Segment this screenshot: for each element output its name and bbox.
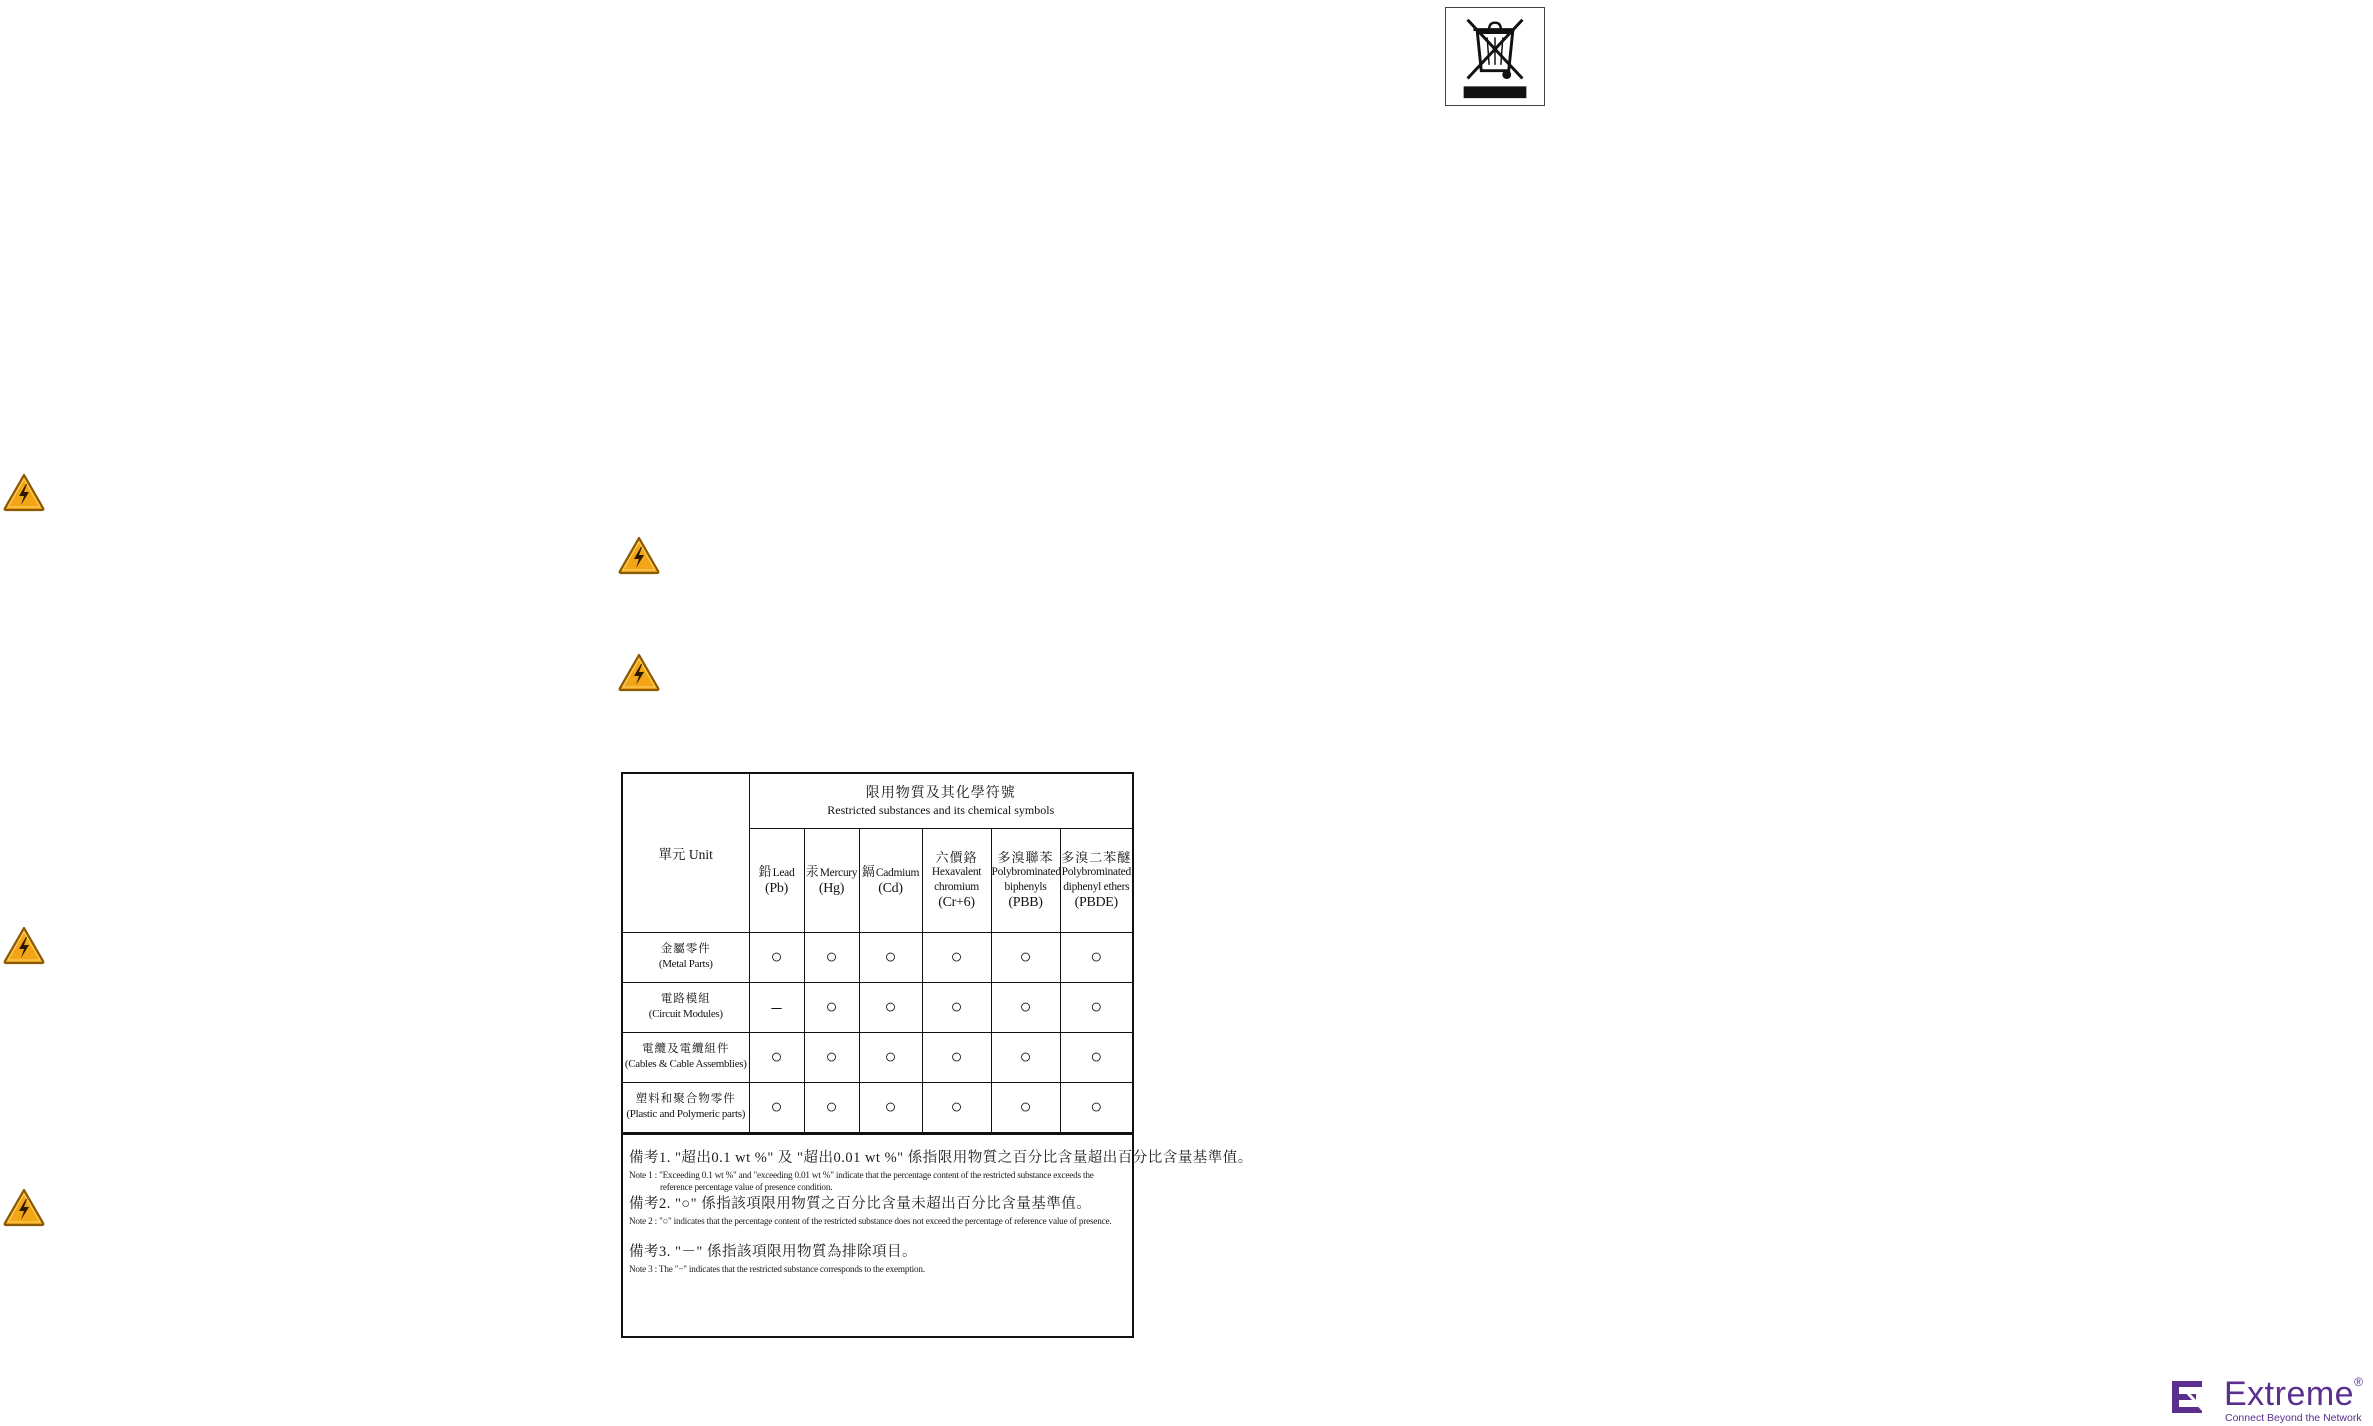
note-1-en: Note 1 : "Exceeding 0.1 wt %" and "exceeding 0.01 wt %" indicate that the percentage content of the restricted substance exceeds the xyxy=(629,1169,1094,1180)
electrical-hazard-warning-icon xyxy=(617,535,661,575)
table-cell: ○ xyxy=(991,1082,1060,1132)
table-cell: ○ xyxy=(991,932,1060,982)
table-cell: ○ xyxy=(922,932,991,982)
table-cell: ○ xyxy=(1060,1082,1132,1132)
table-cell: ○ xyxy=(859,982,922,1032)
row-label: 金屬零件 (Metal Parts) xyxy=(623,932,749,982)
table-cell: ○ xyxy=(991,982,1060,1032)
table-cell: ○ xyxy=(859,932,922,982)
substance-pbb-header: 多溴聯苯 Polybrominated biphenyls (PBB) xyxy=(991,828,1060,932)
table-row xyxy=(623,1032,1132,1082)
substance-cadmium-header: 鎘Cadmium (Cd) xyxy=(859,828,922,932)
table-cell: ○ xyxy=(749,1082,804,1132)
table-row xyxy=(623,932,1132,982)
note-3-cn: 備考3. "－" 係指該項限用物質為排除項目。 xyxy=(629,1243,917,1260)
note-1-en-cont: reference percentage value of presence condition. xyxy=(660,1181,833,1192)
table-cell: ○ xyxy=(749,932,804,982)
table-cell: ○ xyxy=(991,1032,1060,1082)
table-cell: ○ xyxy=(804,932,859,982)
electrical-hazard-warning-icon xyxy=(2,925,46,965)
electrical-hazard-warning-icon xyxy=(2,472,46,512)
weee-symbol xyxy=(1445,7,1545,106)
table-row xyxy=(623,1082,1132,1132)
electrical-hazard-warning-icon xyxy=(617,652,661,692)
note-2-en: Note 2 : "○" indicates that the percentage content of the restricted substance does not exceed the percentage of reference value of presence. xyxy=(629,1215,1112,1226)
table-cell: ○ xyxy=(1060,932,1132,982)
unit-header: 單元 Unit xyxy=(623,774,749,932)
extreme-networks-logo xyxy=(2170,1375,2370,1425)
rohs-restricted-substances-table xyxy=(621,772,1253,1338)
warning-icon xyxy=(2,472,46,512)
table-cell: ○ xyxy=(804,1082,859,1132)
crossed-out-wheelie-bin-icon xyxy=(1446,8,1544,105)
substance-lead-header: 鉛Lead (Pb) xyxy=(749,828,804,932)
table-cell: ○ xyxy=(1060,982,1132,1032)
substance-pbde-header: 多溴二苯醚 Polybrominated diphenyl ethers (PBDE) xyxy=(1060,828,1132,932)
note-3-en: Note 3 : The "−" indicates that the restricted substance corresponds to the exemption. xyxy=(629,1263,925,1274)
row-label: 塑料和聚合物零件 (Plastic and Polymeric parts) xyxy=(623,1082,749,1132)
extreme-logo-mark-icon xyxy=(2170,1379,2204,1415)
warning-icon xyxy=(2,1187,46,1227)
warning-icon xyxy=(617,652,661,692)
electrical-hazard-warning-icon xyxy=(2,1187,46,1227)
table-cell: ○ xyxy=(749,1032,804,1082)
logo-wordmark: Extreme® xyxy=(2224,1375,2364,1413)
table-cell: ○ xyxy=(922,1032,991,1082)
table-cell: ○ xyxy=(922,982,991,1032)
table-cell: – xyxy=(749,982,804,1032)
table-cell: ○ xyxy=(922,1082,991,1132)
table-cell: ○ xyxy=(1060,1032,1132,1082)
table-cell: ○ xyxy=(859,1032,922,1082)
row-label: 電纜及電纜組件 (Cables & Cable Assemblies) xyxy=(623,1032,749,1082)
warning-icon xyxy=(2,925,46,965)
substance-mercury-header: 汞Mercury (Hg) xyxy=(804,828,859,932)
row-label: 電路模組 (Circuit Modules) xyxy=(623,982,749,1032)
substance-hexavalent-chromium-header: 六價鉻 Hexavalent chromium (Cr+6) xyxy=(922,828,991,932)
table-notes xyxy=(623,1133,1253,1275)
warning-icon xyxy=(617,535,661,575)
table-cell: ○ xyxy=(804,982,859,1032)
substances-table xyxy=(623,774,1132,1133)
note-1-cn: 備考1. "超出0.1 wt %" 及 "超出0.01 wt %" 係指限用物質之百分比含量超出百分比含量基準值。 xyxy=(629,1149,1253,1166)
table-cell: ○ xyxy=(804,1032,859,1082)
note-2-cn: 備考2. "○" 係指該項限用物質之百分比含量未超出百分比含量基準值。 xyxy=(629,1195,1092,1212)
logo-tagline: Connect Beyond the Network xyxy=(2225,1412,2362,1424)
restricted-substances-header: 限用物質及其化學符號 Restricted substances and its chemical symbols xyxy=(749,774,1132,828)
table-row xyxy=(623,982,1132,1032)
table-cell: ○ xyxy=(859,1082,922,1132)
